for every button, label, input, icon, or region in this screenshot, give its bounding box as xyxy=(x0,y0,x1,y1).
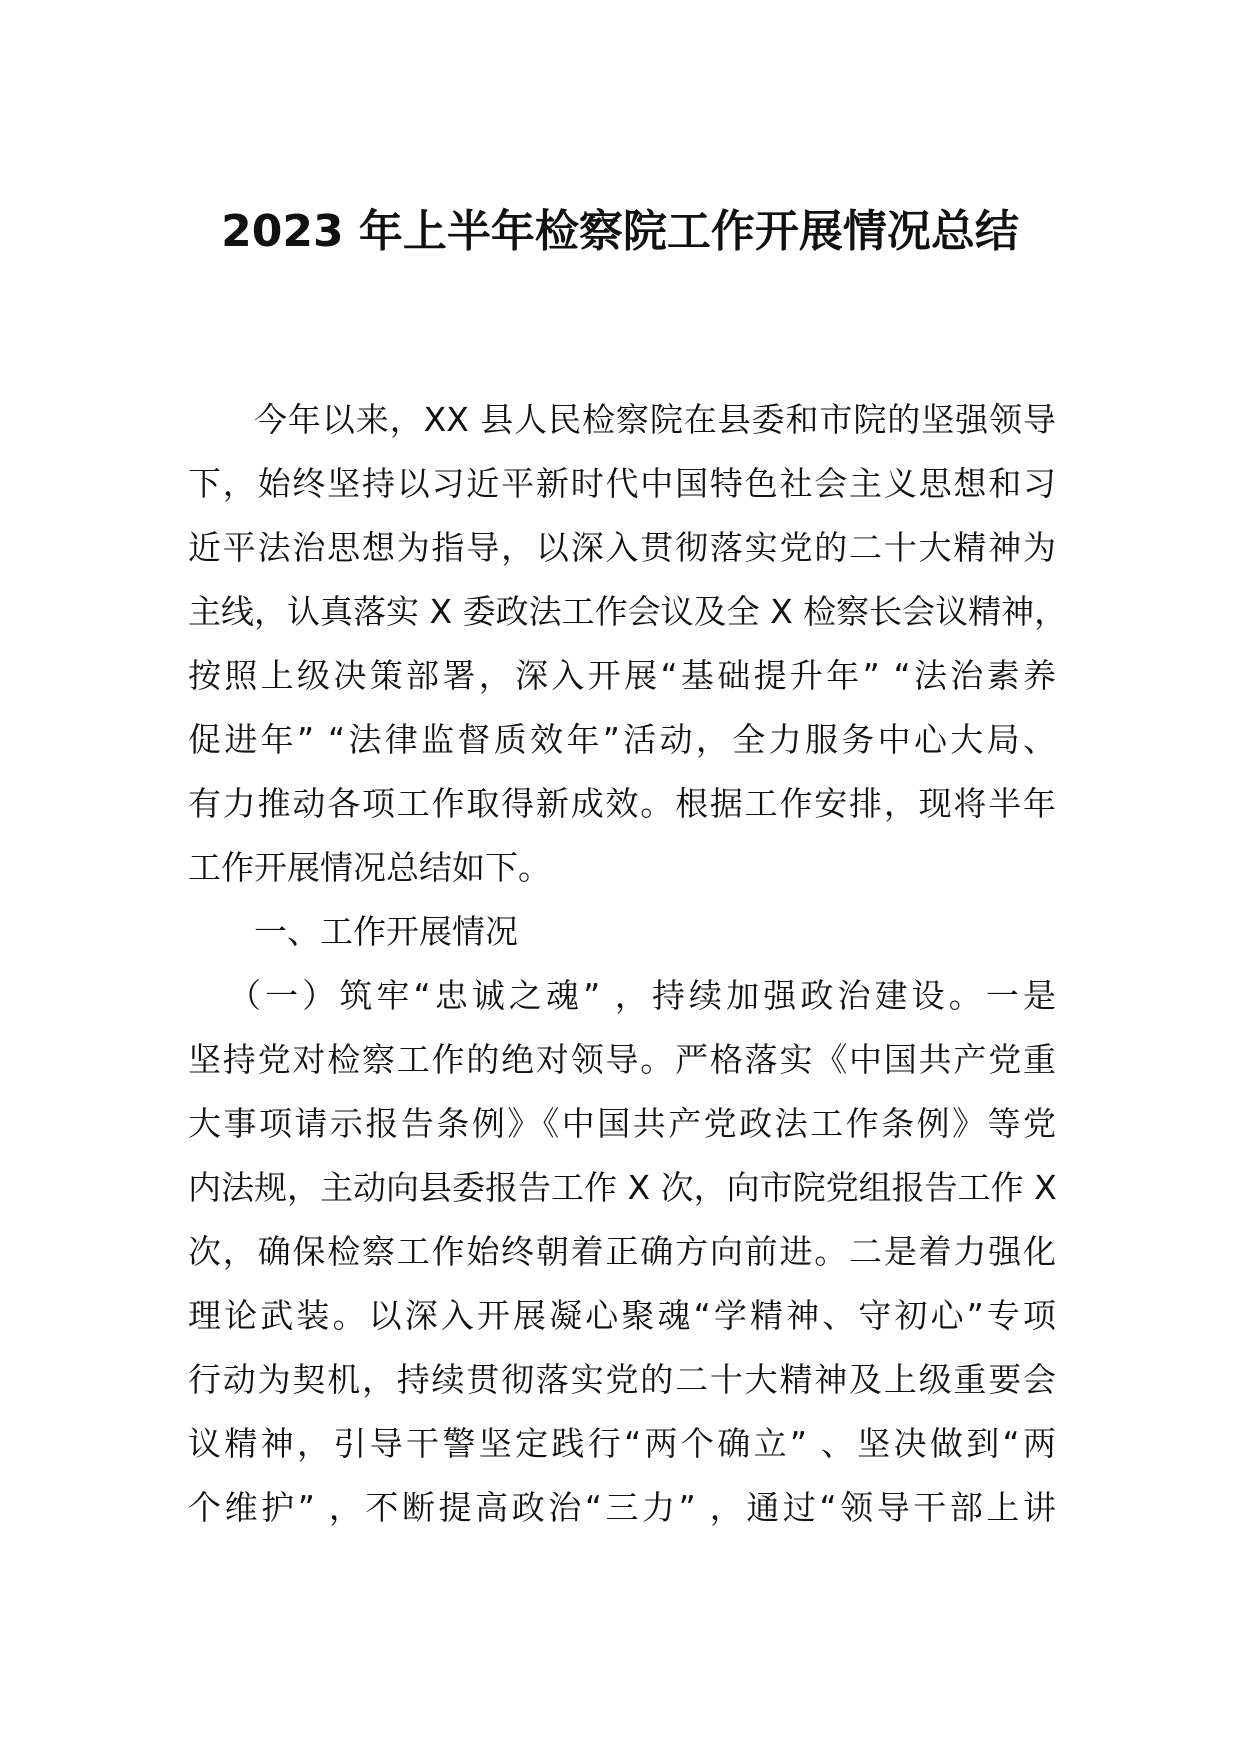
paragraph-line: 近平法治思想为指导，以深入贯彻落实党的二十大精神为 xyxy=(188,528,1056,567)
paragraph-line: 有力推动各项工作取得新成效。根据工作安排，现将半年 xyxy=(188,784,1056,823)
paragraph-line: 下，始终坚持以习近平新时代中国特色社会主义思想和习 xyxy=(188,464,1056,503)
paragraph-line: 按照上级决策部署，深入开展“基础提升年” “法治素养 xyxy=(188,656,1056,695)
paragraph-line: 次，确保检察工作始终朝着正确方向前进。二是着力强化 xyxy=(188,1232,1056,1271)
paragraph-line: 行动为契机，持续贯彻落实党的二十大精神及上级重要会 xyxy=(188,1360,1056,1399)
paragraph-line: 个维护” ，不断提高政治“三力” ，通过“领导干部上讲 xyxy=(188,1488,1056,1527)
paragraph-line: 工作开展情况总结如下。 xyxy=(188,848,551,887)
paragraph-line: 议精神，引导干警坚定践行“两个确立” 、坚决做到“两 xyxy=(188,1424,1056,1463)
paragraph-line: 内法规，主动向县委报告工作 X 次，向市院党组报告工作 X xyxy=(188,1168,1057,1207)
document-body xyxy=(188,388,1068,1540)
paragraph-line: 主线，认真落实 X 委政法工作会议及全 X 检察长会议精神， xyxy=(188,592,1068,631)
paragraph-line: 理论武装。以深入开展凝心聚魂“学精神、守初心”专项 xyxy=(188,1296,1056,1335)
paragraph-line: （一）筑牢“忠诚之魂” ，持续加强政治建设。一是 xyxy=(228,976,1056,1015)
paragraph-line: 促进年” “法律监督质效年”活动，全力服务中心大局、 xyxy=(188,720,1056,759)
paragraph-line: 大事项请示报告条例》《中国共产党政法工作条例》等党 xyxy=(188,1104,1056,1143)
section-heading: 一、工作开展情况 xyxy=(254,912,518,951)
paragraph-line: 今年以来，XX 县人民检察院在县委和市院的坚强领导 xyxy=(254,400,1056,439)
paragraph-line: 坚持党对检察工作的绝对领导。严格落实《中国共产党重 xyxy=(188,1040,1056,1079)
document-title: 2023 年上半年检察院工作开展情况总结 xyxy=(221,206,1019,257)
